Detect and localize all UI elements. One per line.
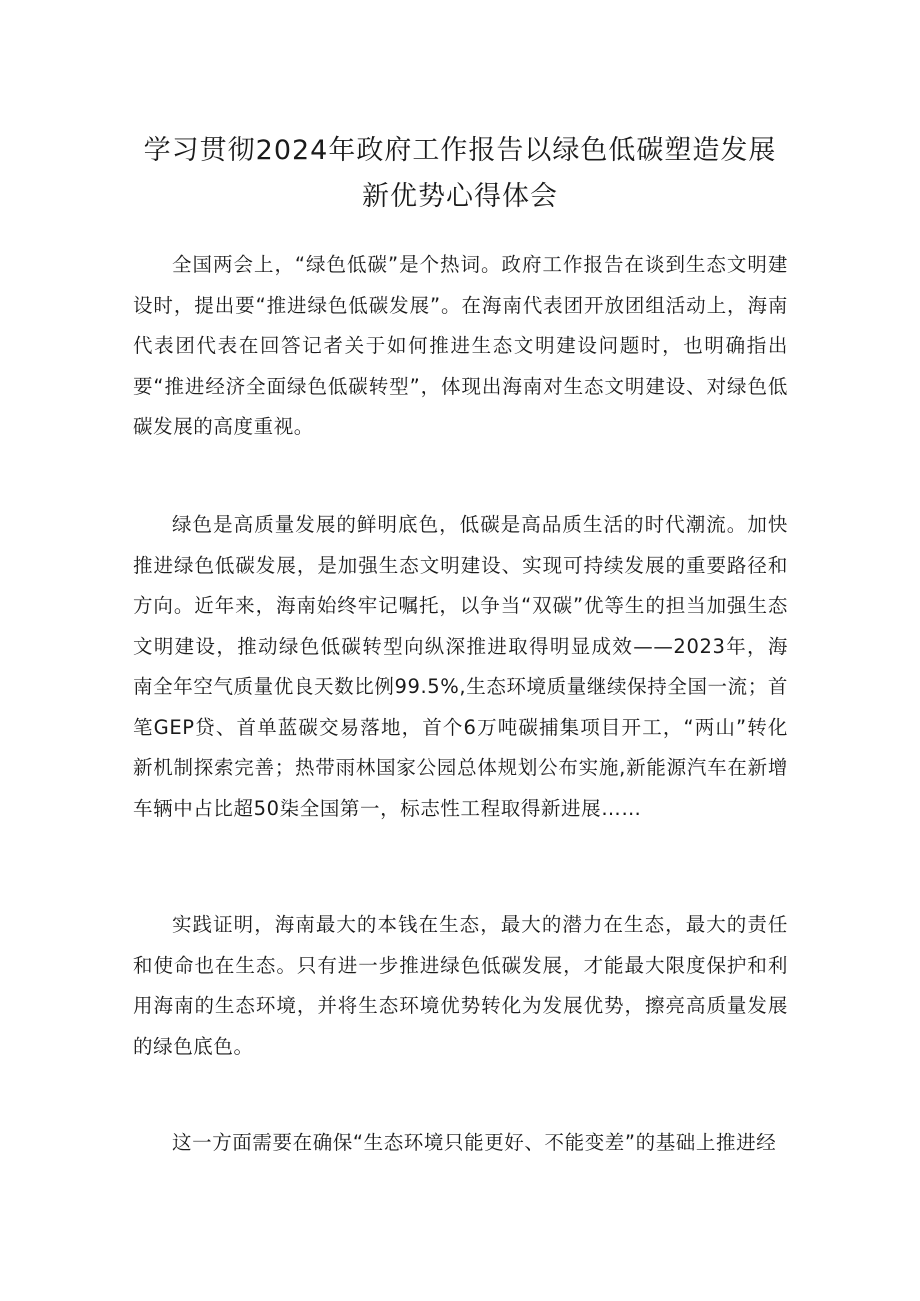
title-line-2: 新优势心得体会 — [362, 181, 558, 212]
paragraph-4: 这一方面需要在确保“生态环境只能更好、不能变差”的基础上推进经 — [172, 1131, 777, 1154]
paragraph-1: 全国两会上，“绿色低碳”是个热词。政府工作报告在谈到生态文明建设时，提出要“推进绿色低碳发展”。在海南代表团开放团组活动上，海南代表团代表在回答记者关于如何推进生态文明建设问题时，也明确指出要“推进经济全面绿色低碳转型”，体现出海南对生态文明建设、对绿色低碳发展的高度重视。 — [133, 253, 788, 438]
paragraph-2: 绿色是高质量发展的鲜明底色，低碳是高品质生活的时代潮流。加快推进绿色低碳发展，是加强生态文明建设、实现可持续发展的重要路径和方向。近年来，海南始终牢记嘱托，以争当“双碳”优等生的担当加强生态文明建设，推动绿色低碳转型向纵深推进取得明显成效——2023年，海南全年空气质量优良天数比例99.5%,生态环境质量继续保持全国一流；首笔GEP贷、首单蓝碳交易落地，首个6万吨碳捕集项目开工，“两山”转化新机制探索完善；热带雨林国家公园总体规划公布实施,新能源汽车在新增车辆中占比超50柒全国第一，标志性工程取得新进展…… — [133, 513, 788, 820]
paragraph-3: 实践证明，海南最大的本钱在生态，最大的潜力在生态，最大的责任和使命也在生态。只有进一步推进绿色低碳发展，才能最大限度保护和利用海南的生态环境，并将生态环境优势转化为发展优势，擦亮高质量发展的绿色底色。 — [133, 913, 788, 1058]
document-title — [120, 128, 800, 220]
title-line-1: 学习贯彻2024年政府工作报告以绿色低碳塑造发展 — [143, 135, 777, 166]
